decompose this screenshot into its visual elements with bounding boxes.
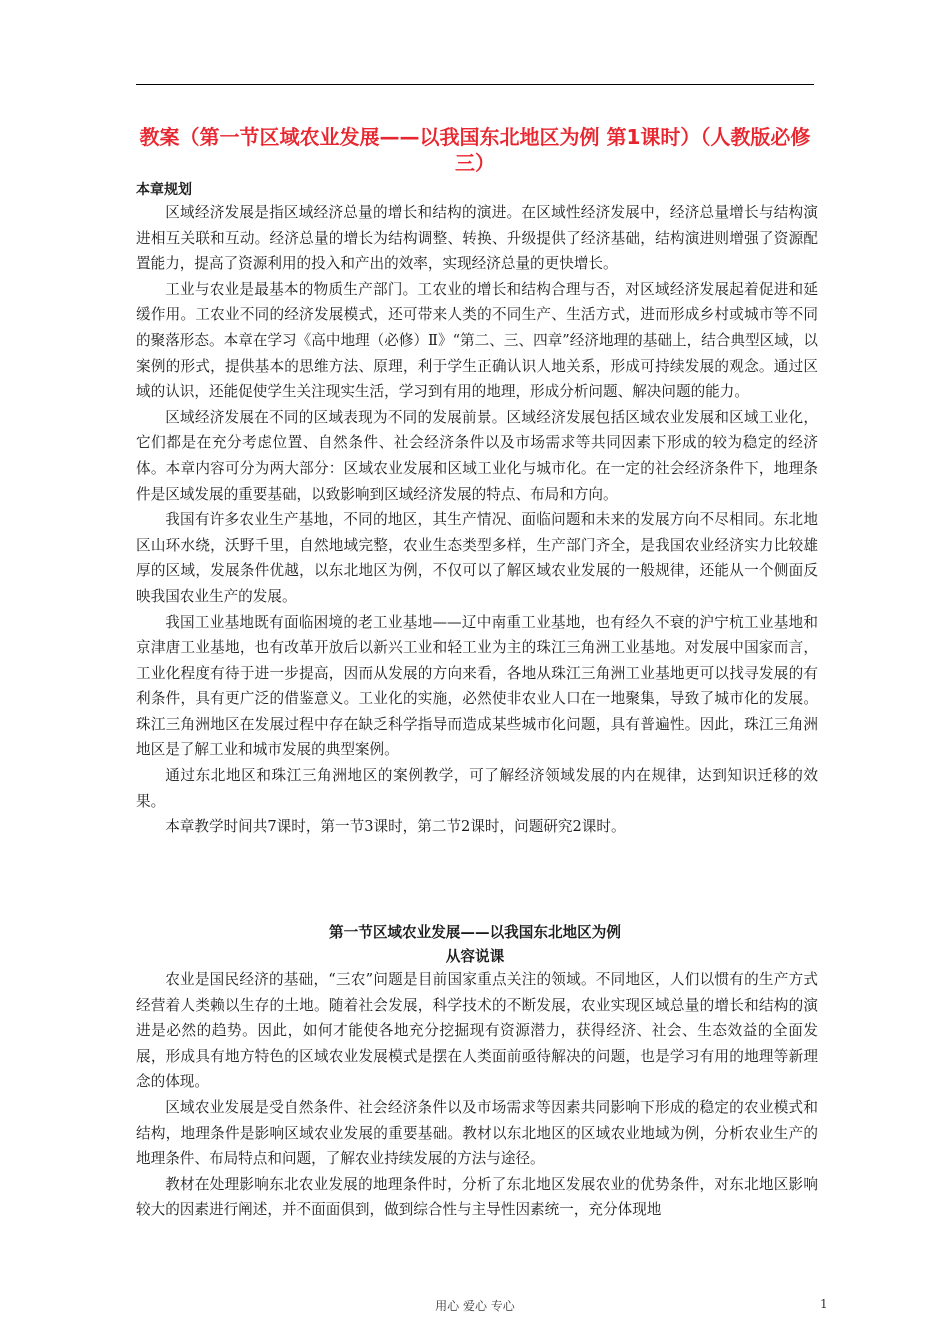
paragraph: 教材在处理影响东北农业发展的地理条件时，分析了东北地区发展农业的优势条件，对东北地区影响较大的因素进行阐述，并不面面俱到，做到综合性与主导性因素统一，充分体现地 — [136, 1175, 818, 1219]
header-rule — [136, 84, 814, 85]
paragraph: 通过东北地区和珠江三角洲地区的案例教学，可了解经济领域发展的内在规律，达到知识迁移的效果。 — [136, 767, 818, 810]
page-footer: 用心 爱心 专心 — [435, 1299, 515, 1313]
paragraph: 我国有许多农业生产基地，不同的地区，其生产情况、面临问题和未来的发展方向不尽相同。东北地区山环水绕，沃野千里，自然地域完整，农业生态类型多样，生产部门齐全，是我国农业经济实力比较雄厚的区域，发展条件优越，以东北地区为例，不仅可以了解区域农业发展的一般规律，还能从一个侧面反映我国农业生产的发展。 — [136, 511, 818, 605]
paragraph: 农业是国民经济的基础，“三农”问题是目前国家重点关注的领域。不同地区，人们以惯有的生产方式经营着人类赖以生存的土地。随着社会发展，科学技术的不断发展，农业实现区域总量的增长和结构的演进是必然的趋势。因此，如何才能使各地充分挖掘现有资源潜力，获得经济、社会、生态效益的全面发展，形成具有地方特色的区域农业发展模式是摆在人类面前亟待解决的问题，也是学习有用的地理等新理念的体现。 — [136, 971, 818, 1091]
chapter-label: 本章规划 — [136, 182, 192, 198]
page-title: 教案（第一节区域农业发展——以我国东北地区为例 第1课时）（人教版必修三） — [139, 125, 811, 175]
paragraph: 工业与农业是最基本的物质生产部门。工农业的增长和结构合理与否，对区域经济发展起着促进和延缓作用。工农业不同的经济发展模式，还可带来人类的不同生产、生活方式，进而形成乡村或城市等不同的聚落形态。本章在学习《高中地理（必修）Ⅱ》“第二、三、四章”经济地理的基础上，结合典型区域，以案例的形式，提供基本的思维方法、原理，利于学生正确认识人地关系，形成可持续发展的观念。通过区域的认识，还能促使学生关注现实生活，学习到有用的地理，形成分析问题、解决问题的能力。 — [136, 280, 818, 401]
paragraph: 区域经济发展在不同的区域表现为不同的发展前景。区域经济发展包括区域农业发展和区域工业化，它们都是在充分考虑位置、自然条件、社会经济条件以及市场需求等共同因素下形成的较为稳定的经济体。本章内容可分为两大部分：区域农业发展和区域工业化与城市化。在一定的社会经济条件下，地理条件是区域发展的重要基础，以致影响到区域经济发展的特点、布局和方向。 — [136, 408, 818, 503]
chapter-plan-body — [136, 200, 818, 840]
section-title: 第一节区域农业发展——以我国东北地区为例 — [329, 924, 621, 941]
paragraph: 区域经济发展是指区域经济总量的增长和结构的演进。在区域性经济发展中，经济总量增长与结构演进相互关联和互动。经济总量的增长为结构调整、转换、升级提供了经济基础，结构演进则增强了资源配置能力，提高了资源利用的投入和产出的效率，实现经济总量的更快增长。 — [136, 204, 818, 273]
section-subtitle: 从容说课 — [445, 948, 505, 965]
section-body — [136, 967, 818, 1223]
page-number: 1 — [820, 1297, 828, 1311]
paragraph: 区域农业发展是受自然条件、社会经济条件以及市场需求等因素共同影响下形成的稳定的农业模式和结构，地理条件是影响区域农业发展的重要基础。教材以东北地区的区域农业地域为例，分析农业生产的地理条件、布局特点和问题，了解农业持续发展的方法与途径。 — [136, 1098, 818, 1168]
paragraph: 我国工业基地既有面临困境的老工业基地——辽中南重工业基地，也有经久不衰的沪宁杭工业基地和京津唐工业基地，也有改革开放后以新兴工业和轻工业为主的珠江三角洲工业基地。对发展中国家而言，工业化程度有待于进一步提高，因而从发展的方向来看，各地从珠江三角洲工业基地更可以找寻发展的有利条件，具有更广泛的借鉴意义。工业化的实施，必然使非农业人口在一地聚集，导致了城市化的发展。珠江三角洲地区在发展过程中存在缺乏科学指导而造成某些城市化问题，具有普遍性。因此，珠江三角洲地区是了解工业和城市发展的典型案例。 — [136, 613, 818, 759]
paragraph: 本章教学时间共7课时，第一节3课时，第二节2课时，问题研究2课时。 — [165, 818, 626, 836]
